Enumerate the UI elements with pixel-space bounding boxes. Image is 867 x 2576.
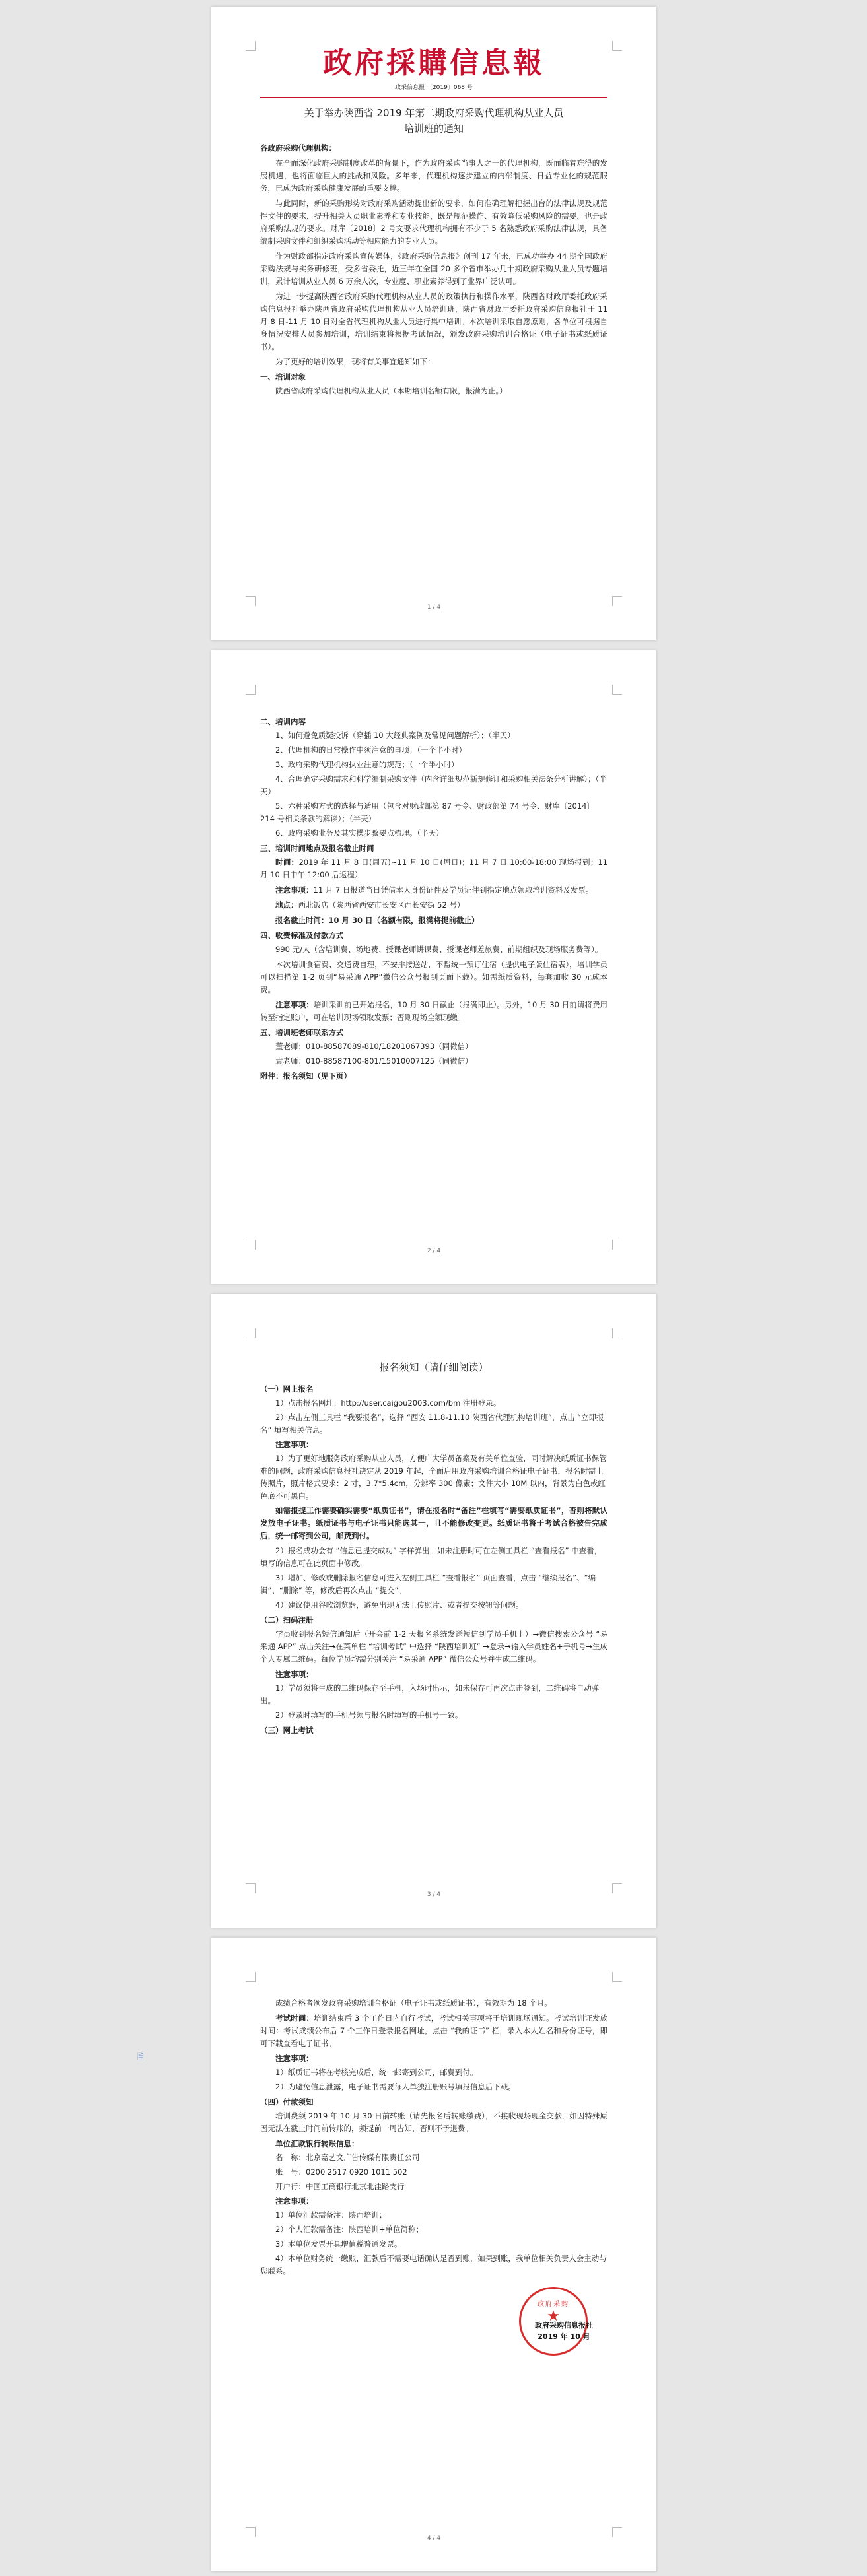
list-item: 4）本单位财务统一缴账，汇款后不需要电话确认是否到账，如果到账，我单位相关负责人会主动与您联系。 — [260, 2254, 607, 2276]
title-line: 培训班的通知 — [403, 123, 464, 135]
field-value: 培训结束后 3 个工作日内自行考试，考试相关事项将于培训现场通知。考试培训证发放时间：考试成绩公布后 7 个工作日登录报名网址，点击 “我的证书” 栏，录入本人姓名和身份证号，即可下载查看电子证书。 — [260, 2014, 607, 2048]
field-label: 报名截止时间： — [275, 916, 329, 925]
page-title: 报名须知（请仔细阅读） — [379, 1361, 489, 1373]
note-label: 注意事项： — [275, 1670, 314, 1679]
signature-org: 政府采购信息报社 — [535, 2321, 593, 2330]
subsection-heading: （二）扫码注册 — [260, 1615, 314, 1625]
body-paragraph: 990 元/人（含培训费、场地费、授课老师讲课费、授课老师差旅费、前期组织及现场服务费等）。 — [275, 945, 603, 954]
note-label: 注意事项： — [275, 1440, 314, 1449]
star-icon: ★ — [547, 2308, 560, 2324]
body-paragraph: 与此同时，新的采购形势对政府采购活动提出新的要求，如何准确理解把握出台的法律法规及规范性文件的要求，提升相关人员职业素养和专业技能，既是规范操作、有效降低采购风险的需要，也是政府采购法规的要求。财库〔2018〕2 号文要求代理机构拥有不少于 5 名熟悉政府采购法律法规，具备编制采购文件和组织采购活动等相应能力的专业人员。 — [260, 199, 607, 246]
document-title — [260, 105, 607, 137]
body-paragraph: 成绩合格者颁发政府采购培训合格证（电子证书或纸质证书），有效期为 18 个月。 — [275, 1998, 552, 2008]
list-item: 2、代理机构的日常操作中须注意的事项；（一个半小时） — [275, 745, 467, 755]
list-item: 5、六种采购方式的选择与适用（包含对财政部第 87 号令、财政部第 74 号令、财库〔2014〕214 号相关条款的解读）；（半天） — [260, 801, 594, 823]
body-paragraph: 在全面深化政府采购制度改革的背景下，作为政府采购当事人之一的代理机构，既面临着难得的发展机遇，也将面临巨大的挑战和风险。多年来，代理机构逐步建立的内部制度、日益专业化的规范服务，已成为政府采购健康发展的重要支撑。 — [260, 158, 607, 193]
deadline-paragraph — [260, 914, 607, 927]
field-value: 西北饭店（陕西省西安市长安区西长安街 52 号） — [298, 900, 465, 910]
note-label: 注意事项： — [275, 2054, 314, 2063]
crop-mark — [612, 685, 622, 695]
note-paragraph — [260, 999, 607, 1024]
list-item: 1、如何避免质疑投诉（穿插 10 大经典案例及常见问题解析）；（半天） — [275, 731, 515, 740]
list-item: 3、政府采购代理机构执业注意的规范；（一个半小时） — [275, 760, 459, 769]
page-number: 4 / 4 — [427, 2535, 441, 2542]
field-label: 地点： — [275, 900, 298, 910]
page-number: 1 / 4 — [427, 604, 441, 611]
list-item: 1）纸质证书将在考核完成后，统一邮寄到公司，邮费到付。 — [275, 2068, 478, 2077]
field-label: 注意事项： — [275, 1000, 314, 1009]
body-paragraph: 学员收到报名短信通知后（开会前 1-2 天报名系统发送短信到学员手机上）→微信搜索公众号 “易采通 APP” 点击关注→在菜单栏 “培训考试” 中选择 “陕西培训班” →登录→输入学员姓名+手机号→生成个人专属二维码。每位学员均需分别关注 “易采通 APP” 微信公众号并生成二维码。 — [260, 1629, 607, 1664]
section-heading: 三、培训时间地点及报名截止时间 — [260, 844, 374, 853]
list-item: 4）建议使用谷歌浏览器，避免出现无法上传照片、或者提交按钮等问题。 — [275, 1600, 524, 1610]
body-paragraph: 作为财政部指定政府采购宣传媒体，《政府采购信息报》创刊 17 年来，已成功举办 44 期全国政府采购法规与实务研修班，受多省委托，近三年在全国 20 多个省市举办几十期政府采购从业人员专题培训，累计培训从业人员 6 万余人次，专业度、职业素养得到了业界广泛认可。 — [260, 252, 607, 286]
document-page-1 — [211, 7, 656, 640]
attachment-line: 附件：报名须知（见下页） — [260, 1071, 351, 1081]
place-paragraph — [260, 899, 607, 912]
page-number: 2 / 4 — [427, 1248, 441, 1254]
list-item: 2）点击左侧工具栏 “我要报名”，选择 “西安 11.8-11.10 陕西省代理机构培训班”，点击 “立即报名” 填写相关信息。 — [260, 1413, 604, 1435]
page-number: 3 / 4 — [427, 1891, 441, 1898]
exam-paragraph — [260, 2012, 607, 2050]
list-item: 1）为了更好地服务政府采购从业人员，方便广大学员备案及有关单位查验，同时解决纸质证书保管难的问题，政府采购信息报社决定从 2019 年起，全面启用政府采购培训合格证电子证书，报名时需上传照片，照片格式要求：2 寸，3.7*5.4cm，分辨率 300 像素；文件大小 10M 以内，背景为白色或红色底不可黑白。 — [260, 1454, 607, 1501]
list-item: 2）为避免信息泄露，电子证书需要每人单独注册账号填报信息后下载。 — [275, 2082, 516, 2091]
field-value: 2019 年 11 月 8 日(周五)~11 月 10 日(周日)；11 月 7 日 10:00-18:00 现场报到；11 月 10 日中午 12:00 后返程） — [260, 858, 607, 879]
subsection-heading: （一）网上报名 — [260, 1384, 314, 1394]
masthead-number: 政采信息报 〔2019〕068 号 — [395, 85, 473, 91]
field-label: 注意事项： — [275, 885, 314, 895]
list-item: 2）报名成功会有 “信息已提交成功” 字样弹出，如未注册时可在左侧工具栏 “查看报名” 中查看，填写的信息可在此页面中修改。 — [260, 1546, 602, 1568]
bold-warning: 如需报提工作需要确实需要“纸质证书”，请在报名时“备注”栏填写“需要纸质证书”，否则将默认发放电子证书。纸质证书与电子证书只能选其一，且不能修改变更。纸质证书将于考试合格被告完成后，统一邮寄到公司，邮费到付。 — [260, 1506, 607, 1540]
list-item: 1）学员须将生成的二维码保存至手机，入场时出示，如未保存可再次点击签到，二维码将自动弹出。 — [260, 1683, 600, 1705]
list-item: 3）本单位发票开具增值税普通发票。 — [275, 2239, 402, 2249]
crop-mark — [612, 41, 622, 51]
signature-block — [260, 2287, 607, 2366]
section-heading: 四、收费标准及付款方式 — [260, 931, 344, 940]
section-heading: 二、培训内容 — [260, 717, 306, 726]
body-paragraph: 为了更好的培训效果，现将有关事宜通知如下： — [275, 357, 435, 366]
list-item: 2）登录时填写的手机号须与报名时填写的手机号一致。 — [275, 1711, 463, 1720]
document-page-4 — [137, 1938, 656, 2571]
bank-name: 名 称：北京嘉艺文广告传媒有限责任公司 — [275, 2153, 420, 2162]
contact-line: 袁老师：010-88587100-801/15010007125（同微信） — [275, 1056, 473, 1066]
section-heading: 一、培训对象 — [260, 372, 306, 382]
salutation: 各政府采购代理机构： — [260, 143, 336, 153]
body-paragraph: 为进一步提高陕西省政府采购代理机构从业人员的政策执行和操作水平，陕西省财政厅委托政府采购信息报社举办陕西省政府采购代理机构从业人员培训班，陕西省财政厅委托政府采购信息报社于 11 月 8 日-11 月 10 日对全省代理机构从业人员进行集中培训。本次培训采取自愿原则，各单位可根据自身情况安排人员参加培训，培训结束将根据考试情况，颁发政府采购培训合格证（电子证书或纸质证书）。 — [260, 292, 607, 351]
list-item: 6、政府采购业务及其实操步骤要点梳理。（半天） — [275, 829, 444, 838]
subsection-heading: （四）付款须知 — [260, 2097, 314, 2107]
subsection-heading: （三）网上考试 — [260, 1726, 314, 1735]
title-line: 关于举办陕西省 2019 年第二期政府采购代理机构从业人员 — [304, 107, 564, 119]
crop-mark — [246, 685, 256, 695]
field-label: 考试时间： — [275, 2014, 314, 2023]
note-label: 注意事项： — [275, 2196, 314, 2206]
note-paragraph — [260, 884, 607, 897]
crop-mark — [246, 41, 256, 51]
body-paragraph: 陕西省政府采购代理机构从业人员（本期培训名额有限，报满为止。） — [275, 386, 507, 395]
list-item: 4、合理确定采购需求和科学编制采购文件（内含详细规范新规修订和采购相关法条分析讲解）；（半天） — [260, 774, 607, 796]
field-value: 11 月 7 日报道当日凭借本人身份证件及学员证件到指定地点领取培训资料及发票。 — [313, 885, 594, 895]
field-value: 培训采训前已开始报名，10 月 30 日截止（报满即止）。另外，10 月 30 日前请将费用转至指定账户，可在培训现场领取发票；否则现场全额现缴。 — [260, 1000, 608, 1022]
crop-mark — [246, 1328, 256, 1338]
masthead: 政府採購信息報 — [323, 46, 545, 80]
body-paragraph: 培训费须 2019 年 10 月 30 日前转账（请先报名后转账缴费），不接收现场现金交款，如因特殊原因无法在截止时间前转账的，须提前一周告知，否则不予退费。 — [260, 2111, 607, 2133]
field-label: 时间： — [275, 858, 299, 867]
seal-text: 政府采购 — [538, 2301, 569, 2308]
red-divider — [260, 97, 607, 98]
list-item: 2）个人汇款需备注：陕西培训+单位简称； — [275, 2225, 423, 2234]
section-heading: 五、培训班老师联系方式 — [260, 1028, 344, 1037]
contact-line: 董老师：010-88587089-810/18201067393（同微信） — [275, 1042, 473, 1051]
signature-date: 2019 年 10 月 — [538, 2332, 590, 2341]
crop-mark — [246, 1972, 256, 1982]
bank-title: 单位汇款银行转账信息： — [275, 2139, 359, 2148]
document-icon[interactable]: 🗎 — [137, 2052, 144, 2062]
body-paragraph: 本次培训食宿费、交通费自理，不安排接送站，不帮统一预订住宿（提供电子版住宿表），培训学员可以扫描第 1-2 页到“易采通 APP”微信公众号报到页面下载）。如需纸质资料，每套加收 30 元成本费。 — [260, 960, 607, 994]
crop-mark — [612, 1328, 622, 1338]
field-value: 10 月 30 日（名额有限，报满将提前截止） — [328, 916, 479, 925]
list-item: 1）单位汇款需备注：陕西培训； — [275, 2210, 387, 2220]
bank-branch: 开户行：中国工商银行北京北洼路支行 — [275, 2182, 405, 2191]
list-item: 1）点击报名网址：http://user.caigou2003.com/bm 注册登录。 — [275, 1398, 501, 1407]
signature — [535, 2320, 593, 2342]
time-paragraph — [260, 856, 607, 881]
document-page-2 — [211, 650, 656, 1284]
document-page-3 — [211, 1294, 656, 1928]
bank-account: 账 号：0200 2517 0920 1011 502 — [275, 2167, 407, 2177]
crop-mark — [612, 1972, 622, 1982]
list-item: 3）增加、修改或删除报名信息可进入左侧工具栏 “查看报名” 页面查看，点击 “继续报名”、“编辑”、“删除” 等，修改后再次点击 “提交”。 — [260, 1573, 596, 1595]
